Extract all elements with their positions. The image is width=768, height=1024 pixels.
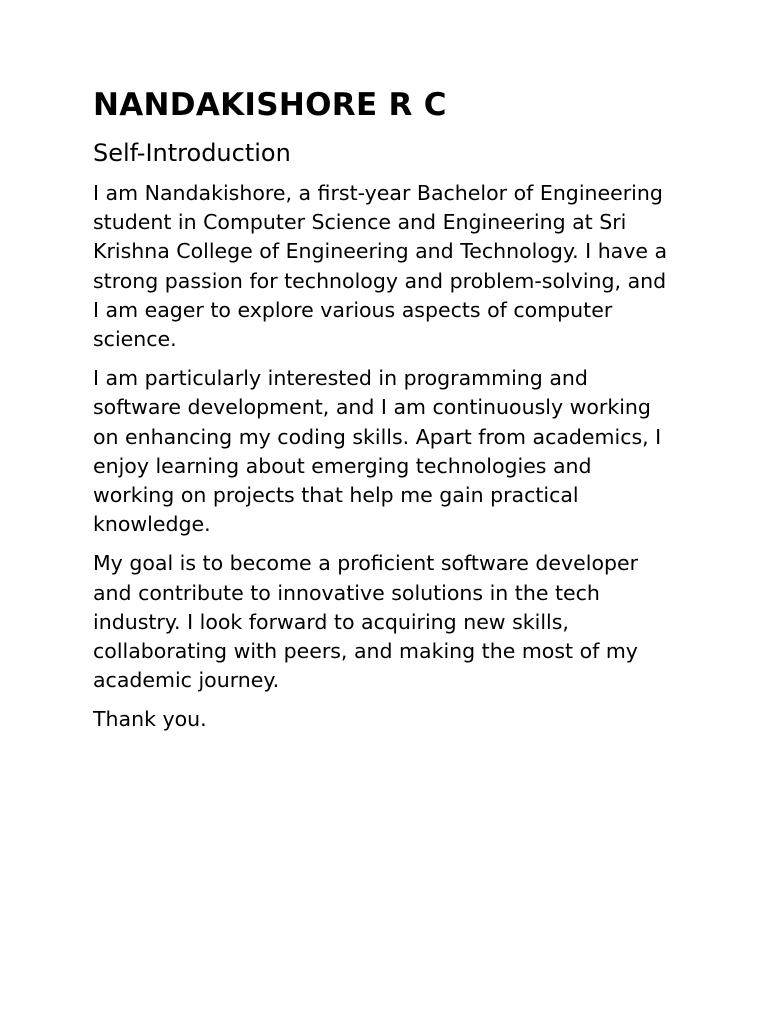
author-name-heading: NANDAKISHORE R C — [93, 87, 447, 123]
document-subtitle: Self-Introduction — [93, 139, 291, 167]
paragraph-closing: Thank you. — [93, 707, 207, 732]
document-page — [93, 86, 678, 745]
paragraph-goals: My goal is to become a proficient software developer and contribute to innovative solutions in the tech industry. I look forward to acquiring new skills, collaborating with peers, and making the most of my academic journey. — [93, 551, 639, 693]
paragraph-introduction: I am Nandakishore, a first-year Bachelor of Engineering student in Computer Science and Engineering at Sri Krishna College of Engineering and Technology. I have a strong passion for technology and problem-solving, and I am eager to explore various aspects of computer science. — [93, 181, 668, 352]
paragraph-interests: I am particularly interested in programming and software development, and I am continuously working on enhancing my coding skills. Apart from academics, I enjoy learning about emerging technologies and working on projects that help me gain practical knowledge. — [93, 366, 662, 537]
